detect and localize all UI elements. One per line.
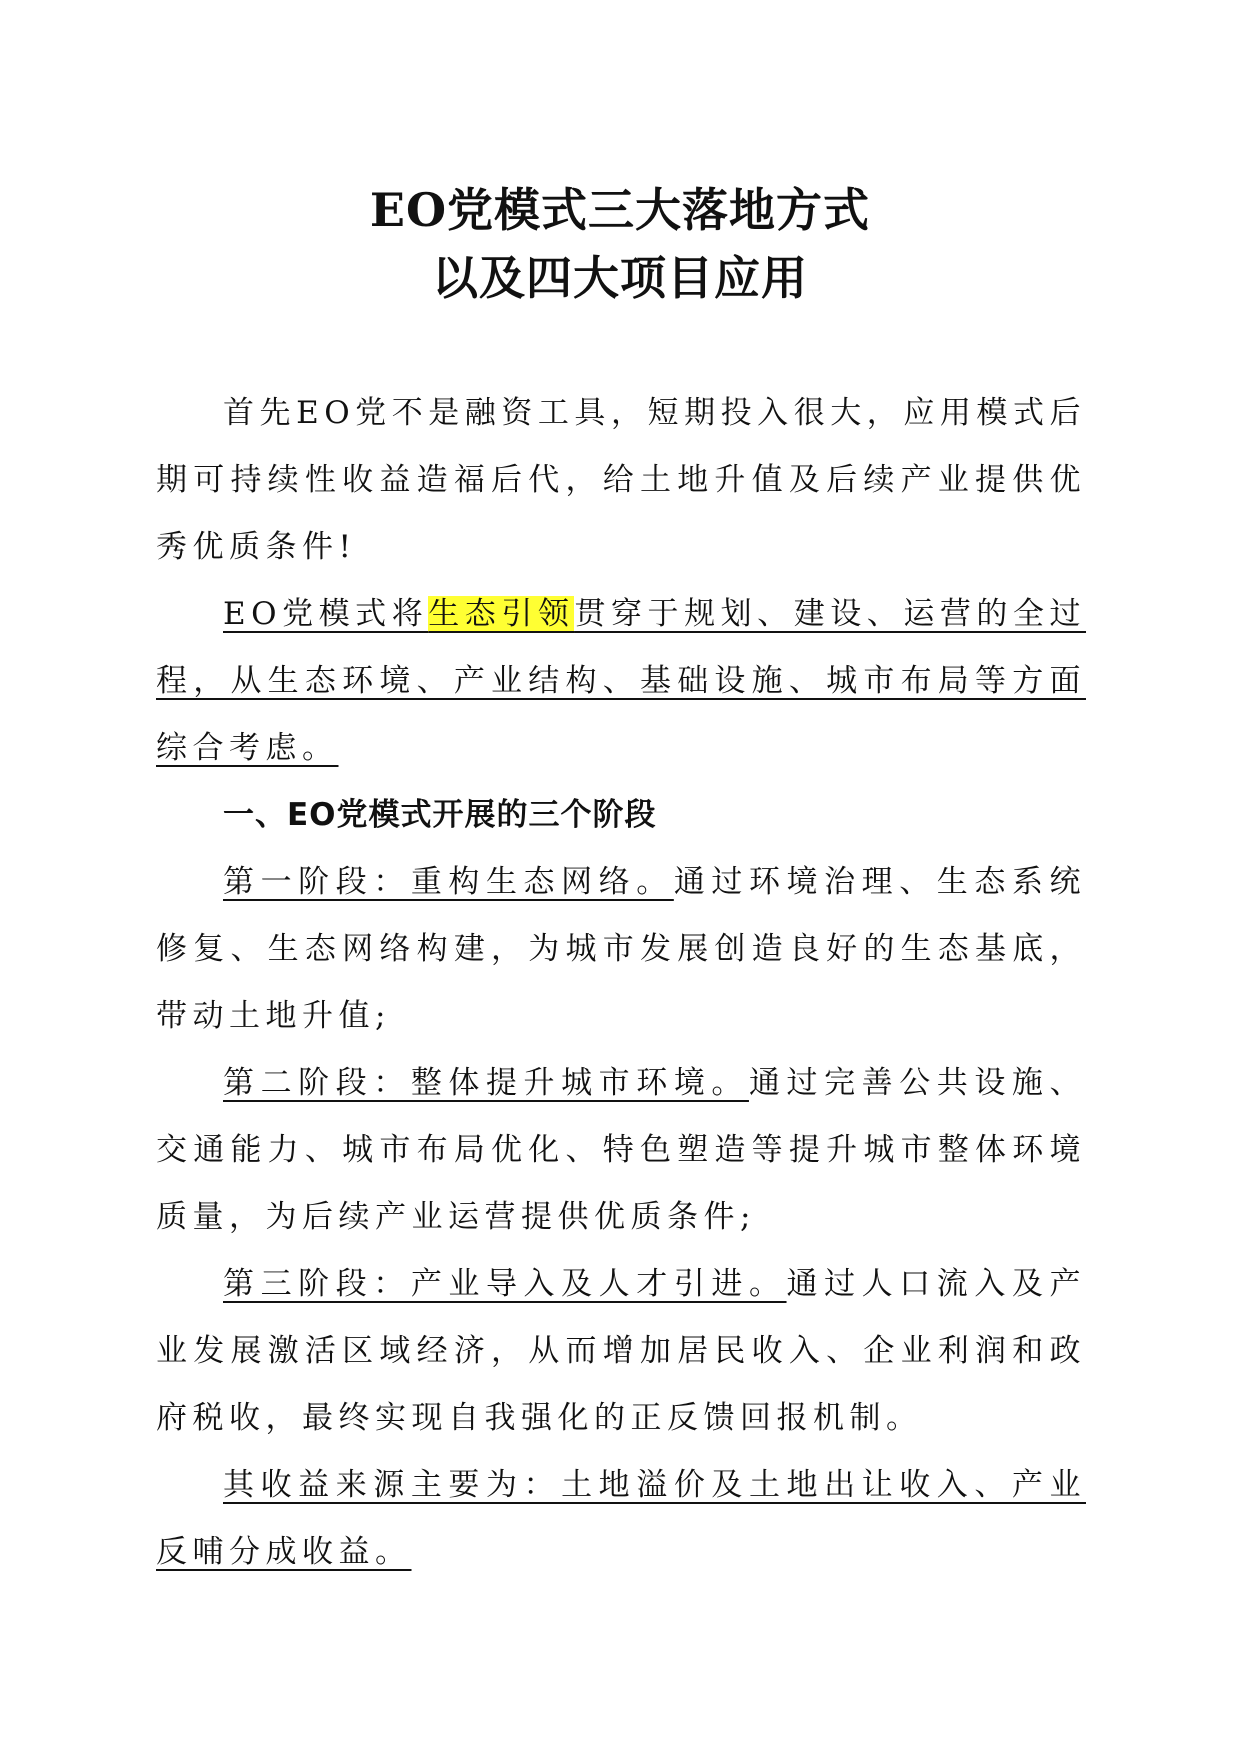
stage-3-paragraph (156, 1251, 1086, 1452)
revenue-text: 其收益来源主要为：土地溢价及土地出让收入、产业反哺分成收益。 (156, 1467, 1086, 1570)
stage-1-label: 第一阶段：重构生态网络。 (223, 864, 674, 900)
stage-2-paragraph (156, 1050, 1086, 1251)
stage-2-text: 通过完善公共设施、交通能力、城市布局优化、特色塑造等提升城市整体环境质量，为后续产业运营提供优质条件; (156, 1065, 1086, 1235)
stage-1-paragraph (156, 849, 1086, 1050)
title-line-1: EO党模式三大落地方式 (369, 183, 871, 237)
intro-paragraph (156, 380, 1086, 581)
stage-3-text: 通过人口流入及产业发展激活区域经济，从而增加居民收入、企业利润和政府税收，最终实现自我强化的正反馈回报机制。 (156, 1266, 1087, 1436)
highlighted-text: 生态引领 (428, 596, 575, 632)
eo-model-text-pre: EO党模式将 (223, 596, 429, 632)
eo-model-paragraph (156, 581, 1086, 782)
revenue-paragraph (156, 1452, 1086, 1586)
section-heading-1: 一、EO党模式开展的三个阶段 (223, 797, 657, 833)
intro-text: 首先EO党不是融资工具，短期投入很大，应用模式后期可持续性收益造福后代，给土地升值及后续产业提供优秀优质条件! (156, 395, 1086, 565)
stage-1-text: 通过环境治理、生态系统修复、生态网络构建，为城市发展创造良好的生态基底，带动土地升值; (156, 864, 1087, 1034)
stage-2-label: 第二阶段：整体提升城市环境。 (223, 1065, 749, 1101)
document-body (156, 380, 1086, 1586)
eo-model-text-post: 贯穿于规划、建设、运营的全过程，从生态环境、产业结构、基础设施、城市布局等方面综合考虑。 (156, 596, 1087, 766)
stage-3-label: 第三阶段：产业导入及人才引进。 (223, 1266, 787, 1302)
title-line-2: 以及四大项目应用 (432, 251, 808, 305)
